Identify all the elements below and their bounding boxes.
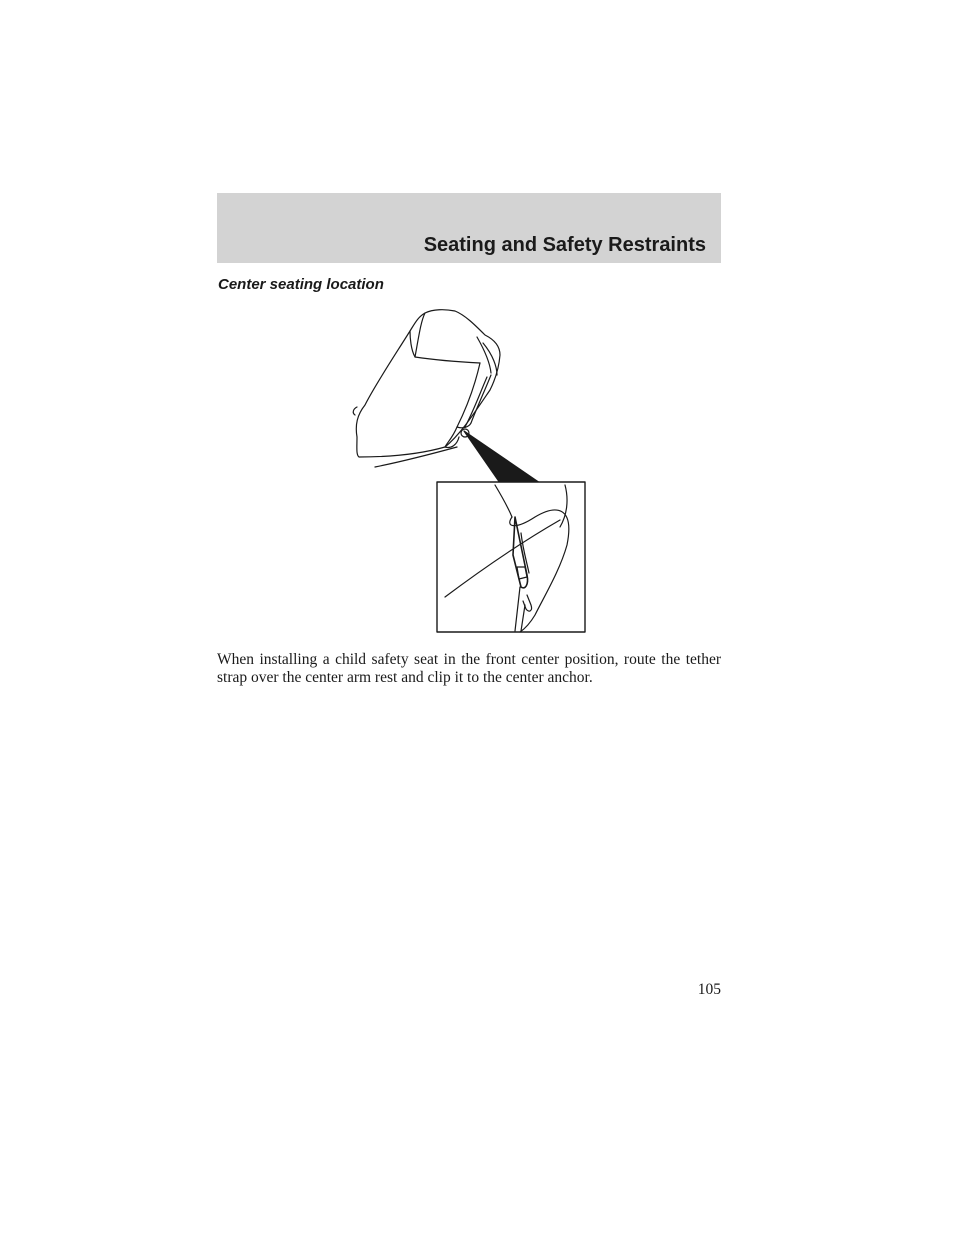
seat-tether-anchor-illustration xyxy=(345,305,595,635)
anchor-detail-inset xyxy=(437,482,585,632)
callout-wedge xyxy=(464,431,540,483)
section-heading: Center seating location xyxy=(218,276,384,293)
page-title: Seating and Safety Restraints xyxy=(423,234,706,256)
header-band xyxy=(217,193,721,263)
page-number: 105 xyxy=(697,981,721,998)
instruction-paragraph: When installing a child safety seat in the front center position, route the tether strap over the center arm rest and clip it to the center anchor. xyxy=(217,651,721,686)
